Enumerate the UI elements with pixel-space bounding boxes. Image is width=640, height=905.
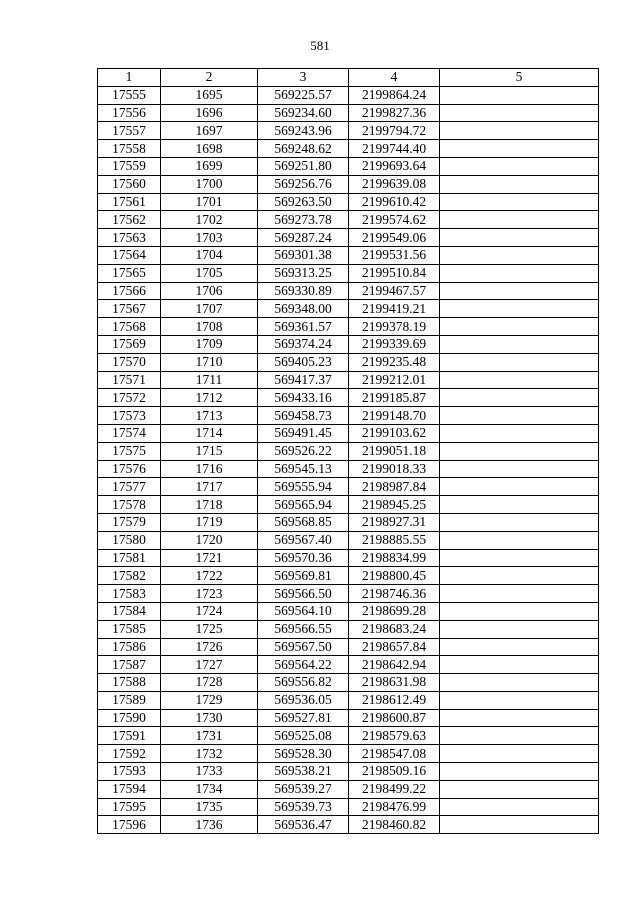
cell-x-coordinate: 569405.23 [258,353,349,371]
table-row [98,674,599,692]
table-row [98,709,599,727]
table-body [98,86,599,833]
cell-notes [440,229,599,247]
cell-notes [440,691,599,709]
cell-x-coordinate: 569348.00 [258,300,349,318]
cell-row-number: 17585 [98,620,161,638]
cell-point-number: 1722 [161,567,258,585]
cell-row-number: 17590 [98,709,161,727]
cell-y-coordinate: 2199235.48 [349,353,440,371]
cell-x-coordinate: 569538.21 [258,763,349,781]
cell-x-coordinate: 569570.36 [258,549,349,567]
cell-point-number: 1705 [161,264,258,282]
cell-notes [440,478,599,496]
cell-x-coordinate: 569330.89 [258,282,349,300]
table-row [98,211,599,229]
cell-x-coordinate: 569251.80 [258,157,349,175]
cell-row-number: 17567 [98,300,161,318]
cell-x-coordinate: 569225.57 [258,86,349,104]
table-row [98,353,599,371]
cell-row-number: 17555 [98,86,161,104]
cell-notes [440,620,599,638]
cell-point-number: 1720 [161,531,258,549]
cell-row-number: 17570 [98,353,161,371]
cell-point-number: 1736 [161,816,258,834]
cell-y-coordinate: 2198699.28 [349,602,440,620]
cell-y-coordinate: 2199419.21 [349,300,440,318]
table-row [98,175,599,193]
cell-point-number: 1699 [161,157,258,175]
table-row [98,638,599,656]
table-row [98,513,599,531]
cell-notes [440,157,599,175]
cell-notes [440,371,599,389]
cell-notes [440,745,599,763]
cell-notes [440,780,599,798]
cell-x-coordinate: 569566.50 [258,585,349,603]
cell-notes [440,424,599,442]
table-row [98,246,599,264]
cell-point-number: 1735 [161,798,258,816]
cell-y-coordinate: 2199744.40 [349,140,440,158]
cell-notes [440,602,599,620]
table-row [98,585,599,603]
cell-y-coordinate: 2199549.06 [349,229,440,247]
cell-row-number: 17594 [98,780,161,798]
cell-row-number: 17556 [98,104,161,122]
cell-x-coordinate: 569569.81 [258,567,349,585]
cell-y-coordinate: 2199378.19 [349,318,440,336]
cell-row-number: 17562 [98,211,161,229]
table-row [98,389,599,407]
cell-y-coordinate: 2198460.82 [349,816,440,834]
cell-point-number: 1706 [161,282,258,300]
cell-x-coordinate: 569528.30 [258,745,349,763]
cell-y-coordinate: 2199212.01 [349,371,440,389]
cell-notes [440,407,599,425]
table-row [98,745,599,763]
cell-y-coordinate: 2198547.08 [349,745,440,763]
cell-y-coordinate: 2199467.57 [349,282,440,300]
cell-row-number: 17591 [98,727,161,745]
cell-point-number: 1726 [161,638,258,656]
cell-y-coordinate: 2198657.84 [349,638,440,656]
cell-notes [440,389,599,407]
cell-y-coordinate: 2198600.87 [349,709,440,727]
cell-y-coordinate: 2199051.18 [349,442,440,460]
cell-y-coordinate: 2198945.25 [349,496,440,514]
cell-x-coordinate: 569539.27 [258,780,349,798]
cell-y-coordinate: 2199339.69 [349,335,440,353]
cell-notes [440,496,599,514]
cell-y-coordinate: 2199018.33 [349,460,440,478]
cell-point-number: 1715 [161,442,258,460]
cell-x-coordinate: 569234.60 [258,104,349,122]
cell-notes [440,335,599,353]
table-row [98,727,599,745]
cell-y-coordinate: 2199794.72 [349,122,440,140]
table-row [98,86,599,104]
cell-point-number: 1698 [161,140,258,158]
cell-point-number: 1718 [161,496,258,514]
cell-point-number: 1713 [161,407,258,425]
cell-row-number: 17596 [98,816,161,834]
cell-notes [440,211,599,229]
cell-y-coordinate: 2198642.94 [349,656,440,674]
cell-notes [440,513,599,531]
cell-x-coordinate: 569536.05 [258,691,349,709]
cell-y-coordinate: 2199827.36 [349,104,440,122]
cell-row-number: 17581 [98,549,161,567]
cell-notes [440,567,599,585]
table-row [98,140,599,158]
cell-notes [440,763,599,781]
cell-point-number: 1696 [161,104,258,122]
cell-x-coordinate: 569526.22 [258,442,349,460]
table-row [98,318,599,336]
cell-y-coordinate: 2198746.36 [349,585,440,603]
cell-row-number: 17568 [98,318,161,336]
cell-x-coordinate: 569564.22 [258,656,349,674]
cell-row-number: 17560 [98,175,161,193]
column-header-4: 4 [349,69,440,87]
cell-y-coordinate: 2199103.62 [349,424,440,442]
cell-notes [440,86,599,104]
cell-y-coordinate: 2198631.98 [349,674,440,692]
page-number: 581 [310,38,330,53]
cell-point-number: 1710 [161,353,258,371]
cell-notes [440,246,599,264]
cell-notes [440,460,599,478]
cell-y-coordinate: 2199510.84 [349,264,440,282]
cell-x-coordinate: 569565.94 [258,496,349,514]
cell-x-coordinate: 569567.40 [258,531,349,549]
cell-row-number: 17589 [98,691,161,709]
table-row [98,122,599,140]
table-row [98,282,599,300]
cell-point-number: 1729 [161,691,258,709]
cell-row-number: 17593 [98,763,161,781]
cell-point-number: 1721 [161,549,258,567]
cell-x-coordinate: 569564.10 [258,602,349,620]
cell-x-coordinate: 569433.16 [258,389,349,407]
cell-point-number: 1704 [161,246,258,264]
cell-y-coordinate: 2199531.56 [349,246,440,264]
cell-notes [440,531,599,549]
cell-point-number: 1734 [161,780,258,798]
cell-y-coordinate: 2198579.63 [349,727,440,745]
cell-y-coordinate: 2199864.24 [349,86,440,104]
cell-row-number: 17566 [98,282,161,300]
cell-y-coordinate: 2198612.49 [349,691,440,709]
cell-point-number: 1711 [161,371,258,389]
table-row [98,780,599,798]
column-header-2: 2 [161,69,258,87]
cell-y-coordinate: 2199639.08 [349,175,440,193]
cell-point-number: 1701 [161,193,258,211]
table-header-row [98,69,599,87]
cell-row-number: 17579 [98,513,161,531]
cell-y-coordinate: 2198987.84 [349,478,440,496]
cell-notes [440,353,599,371]
cell-y-coordinate: 2198683.24 [349,620,440,638]
cell-y-coordinate: 2198476.99 [349,798,440,816]
cell-y-coordinate: 2199610.42 [349,193,440,211]
cell-notes [440,104,599,122]
table-row [98,691,599,709]
cell-x-coordinate: 569555.94 [258,478,349,496]
table-row [98,478,599,496]
cell-x-coordinate: 569566.55 [258,620,349,638]
cell-notes [440,140,599,158]
cell-point-number: 1731 [161,727,258,745]
cell-point-number: 1700 [161,175,258,193]
cell-point-number: 1732 [161,745,258,763]
cell-notes [440,282,599,300]
cell-x-coordinate: 569539.73 [258,798,349,816]
cell-notes [440,816,599,834]
column-header-3: 3 [258,69,349,87]
cell-x-coordinate: 569568.85 [258,513,349,531]
table-row [98,371,599,389]
cell-x-coordinate: 569545.13 [258,460,349,478]
cell-point-number: 1697 [161,122,258,140]
cell-row-number: 17576 [98,460,161,478]
cell-x-coordinate: 569256.76 [258,175,349,193]
table-row [98,104,599,122]
cell-x-coordinate: 569556.82 [258,674,349,692]
cell-row-number: 17578 [98,496,161,514]
table-row [98,602,599,620]
cell-row-number: 17588 [98,674,161,692]
table-row [98,424,599,442]
cell-x-coordinate: 569567.50 [258,638,349,656]
table-row [98,531,599,549]
cell-point-number: 1728 [161,674,258,692]
cell-notes [440,727,599,745]
cell-x-coordinate: 569491.45 [258,424,349,442]
table-row [98,460,599,478]
cell-point-number: 1707 [161,300,258,318]
cell-row-number: 17557 [98,122,161,140]
cell-y-coordinate: 2198800.45 [349,567,440,585]
cell-y-coordinate: 2199693.64 [349,157,440,175]
cell-point-number: 1717 [161,478,258,496]
table-row [98,442,599,460]
cell-notes [440,656,599,674]
cell-notes [440,638,599,656]
cell-row-number: 17582 [98,567,161,585]
cell-row-number: 17573 [98,407,161,425]
cell-y-coordinate: 2199185.87 [349,389,440,407]
cell-row-number: 17574 [98,424,161,442]
cell-x-coordinate: 569287.24 [258,229,349,247]
cell-y-coordinate: 2198509.16 [349,763,440,781]
cell-row-number: 17569 [98,335,161,353]
table-row [98,193,599,211]
cell-y-coordinate: 2198834.99 [349,549,440,567]
cell-row-number: 17558 [98,140,161,158]
column-header-1: 1 [98,69,161,87]
cell-x-coordinate: 569243.96 [258,122,349,140]
cell-x-coordinate: 569374.24 [258,335,349,353]
cell-x-coordinate: 569263.50 [258,193,349,211]
cell-point-number: 1703 [161,229,258,247]
cell-x-coordinate: 569536.47 [258,816,349,834]
cell-notes [440,264,599,282]
cell-point-number: 1702 [161,211,258,229]
cell-row-number: 17587 [98,656,161,674]
table-row [98,407,599,425]
cell-row-number: 17563 [98,229,161,247]
cell-y-coordinate: 2198927.31 [349,513,440,531]
table-row [98,264,599,282]
cell-x-coordinate: 569313.25 [258,264,349,282]
column-header-5: 5 [440,69,599,87]
cell-row-number: 17586 [98,638,161,656]
table-row [98,300,599,318]
cell-row-number: 17564 [98,246,161,264]
cell-point-number: 1733 [161,763,258,781]
cell-notes [440,674,599,692]
cell-notes [440,585,599,603]
cell-x-coordinate: 569525.08 [258,727,349,745]
cell-point-number: 1725 [161,620,258,638]
cell-row-number: 17595 [98,798,161,816]
table-row [98,656,599,674]
cell-row-number: 17580 [98,531,161,549]
cell-point-number: 1719 [161,513,258,531]
table-row [98,567,599,585]
table-row [98,798,599,816]
cell-y-coordinate: 2199574.62 [349,211,440,229]
cell-notes [440,122,599,140]
cell-notes [440,300,599,318]
table-row [98,816,599,834]
cell-y-coordinate: 2198885.55 [349,531,440,549]
cell-point-number: 1730 [161,709,258,727]
cell-point-number: 1716 [161,460,258,478]
cell-row-number: 17561 [98,193,161,211]
cell-point-number: 1712 [161,389,258,407]
cell-x-coordinate: 569527.81 [258,709,349,727]
cell-row-number: 17572 [98,389,161,407]
cell-y-coordinate: 2199148.70 [349,407,440,425]
cell-notes [440,709,599,727]
cell-row-number: 17575 [98,442,161,460]
cell-point-number: 1727 [161,656,258,674]
cell-row-number: 17592 [98,745,161,763]
cell-notes [440,193,599,211]
cell-row-number: 17559 [98,157,161,175]
table-row [98,229,599,247]
cell-notes [440,442,599,460]
cell-x-coordinate: 569417.37 [258,371,349,389]
cell-row-number: 17577 [98,478,161,496]
table-row [98,335,599,353]
cell-point-number: 1695 [161,86,258,104]
cell-row-number: 17565 [98,264,161,282]
table-row [98,763,599,781]
coordinates-table [97,68,599,834]
cell-x-coordinate: 569458.73 [258,407,349,425]
table-row [98,157,599,175]
table-row [98,549,599,567]
cell-point-number: 1714 [161,424,258,442]
cell-point-number: 1708 [161,318,258,336]
table-row [98,620,599,638]
cell-notes [440,318,599,336]
cell-notes [440,549,599,567]
cell-row-number: 17571 [98,371,161,389]
table-row [98,496,599,514]
cell-notes [440,175,599,193]
cell-notes [440,798,599,816]
cell-point-number: 1723 [161,585,258,603]
cell-point-number: 1724 [161,602,258,620]
cell-row-number: 17583 [98,585,161,603]
cell-row-number: 17584 [98,602,161,620]
cell-x-coordinate: 569273.78 [258,211,349,229]
cell-y-coordinate: 2198499.22 [349,780,440,798]
cell-x-coordinate: 569248.62 [258,140,349,158]
cell-point-number: 1709 [161,335,258,353]
cell-x-coordinate: 569301.38 [258,246,349,264]
cell-x-coordinate: 569361.57 [258,318,349,336]
